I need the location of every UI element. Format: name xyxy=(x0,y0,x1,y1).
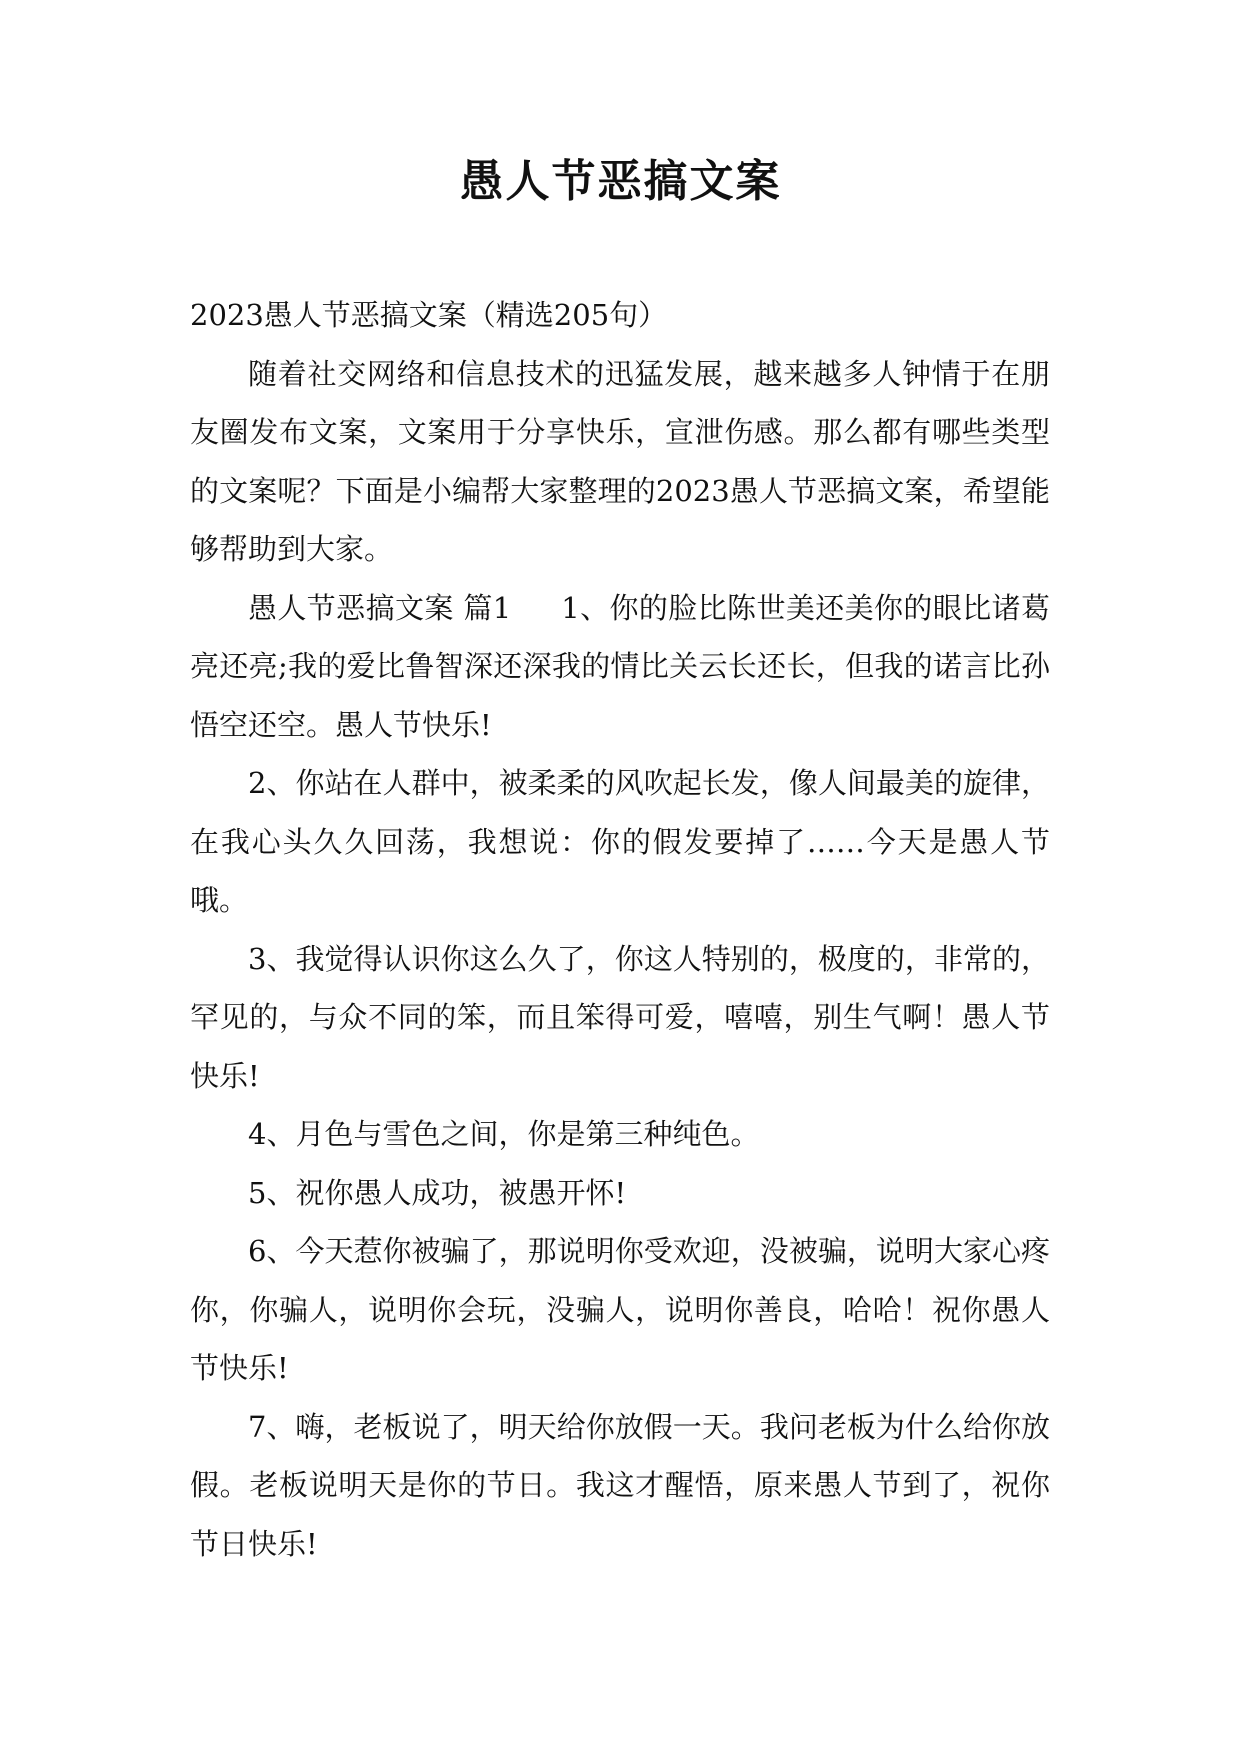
item-paragraph-3: 3、我觉得认识你这么久了，你这人特别的，极度的，非常的，罕见的，与众不同的笨，而且笨得可爱，嘻嘻，别生气啊！愚人节快乐! xyxy=(190,941,1050,1093)
intro-paragraph: 随着社交网络和信息技术的迅猛发展，越来越多人钟情于在朋友圈发布文案，文案用于分享快乐，宣泄伤感。那么都有哪些类型的文案呢？下面是小编帮大家整理的2023愚人节恶搞文案，希望能够帮助到大家。 xyxy=(190,356,1050,566)
item-paragraph-5: 5、祝你愚人成功，被愚开怀! xyxy=(248,1175,627,1210)
item-paragraph-4: 4、月色与雪色之间，你是第三种纯色。 xyxy=(248,1117,760,1151)
item-text: 1、你的脸比陈世美还美你的眼比诸葛亮还亮;我的爱比鲁智深还深我的情比关云长还长，但我的诺言比孙悟空还空。愚人节快乐! xyxy=(190,590,1051,742)
document-title: 愚人节恶搞文案 xyxy=(459,156,782,207)
document-body xyxy=(190,286,1050,1573)
document-subtitle: 2023愚人节恶搞文案（精选205句） xyxy=(190,298,668,332)
item-paragraph-6: 6、今天惹你被骗了，那说明你受欢迎，没被骗，说明大家心疼你，你骗人，说明你会玩，没骗人，说明你善良，哈哈！祝你愚人节快乐! xyxy=(190,1234,1050,1385)
item-paragraph-1 xyxy=(190,579,1050,755)
item-paragraph-2: 2、你站在人群中，被柔柔的风吹起长发，像人间最美的旋律，在我心头久久回荡，我想说：你的假发要掉了……今天是愚人节哦。 xyxy=(190,766,1050,917)
section-label: 愚人节恶搞文案 篇1 xyxy=(248,590,512,625)
item-paragraph-7: 7、嗨，老板说了，明天给你放假一天。我问老板为什么给你放假。老板说明天是你的节日。我这才醒悟，原来愚人节到了，祝你节日快乐! xyxy=(190,1409,1050,1561)
